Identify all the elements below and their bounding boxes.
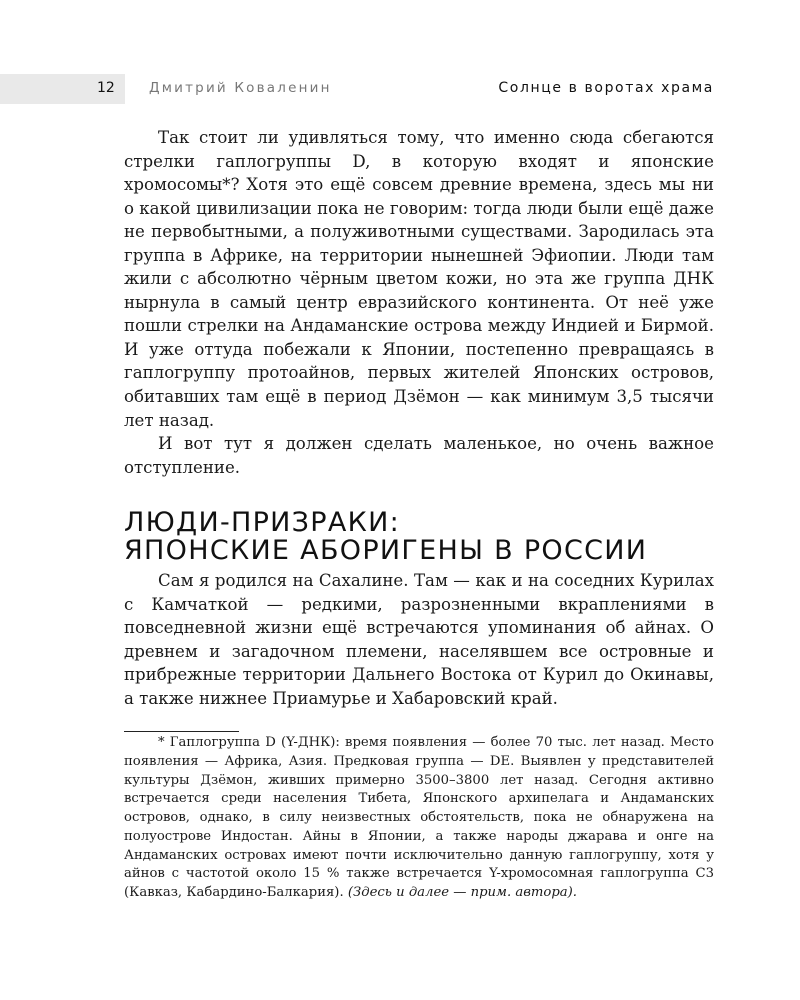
section-heading [124, 509, 647, 565]
paragraph: Так стоит ли удивляться тому, что именно сюда сбегаются стрелки гаплогруппы D, в которую входят и японские хромосомы*? Хотя это ещё совсем древние времена, здесь мы ни о какой цивилизации пока не говорим: тогда люди были ещё даже не первобытными, а полуживотными существами. Зародилась эта группа в Африке, на территории нынешней Эфиопии. Люди там жили с абсолютно чёрным цветом кожи, но эта же группа ДНК нырнула в самый центр евразийского континента. От неё уже пошли стрелки на Андаманские острова между Индией и Бирмой. И уже оттуда побежали к Японии, постепенно превращаясь в гаплогруппу протоайнов, первых жителей Японских островов, обитавших там ещё в период Дзёмон — как минимум 3,5 тысячи лет назад. [124, 128, 714, 430]
main-text [124, 126, 714, 479]
section-text [124, 569, 714, 710]
page-number: 12 [97, 80, 115, 96]
footnote-body: * Гаплогруппа D (Y-ДНК): время появления — более 70 тыс. лет назад. Место появления — Африка, Азия. Предковая группа — DE. Выявлен у представителей культуры Дзёмон, живших примерно 3500–3800 лет назад. Сегодня активно встречается среди населения Тибета, Японского архипелага и Андаманских островов, однако, в силу неизвестных обстоятельств, пока не обнаружена на полуострове Индостан. Айны в Японии, а также народы джарава и онге на Андаманских островах имеют почти исключительно данную гаплогруппу, хотя у айнов с частотой около 15 % также встречается Y-хромосомная гаплогруппа C3 (Кавказ, Кабардино-Балкария). [124, 735, 714, 900]
paragraph: Сам я родился на Сахалине. Там — как и на соседних Курилах с Камчаткой — редкими, разрозненными вкраплениями в повседневной жизни ещё встречаются упоминания об айнах. О древнем и загадочном племени, населявшем все островные и прибрежные территории Дальнего Востока от Курил до Окинавы, а также нижнее Приамурье и Хабаровский край. [124, 571, 714, 708]
section-heading-line: ЛЮДИ-ПРИЗРАКИ: [124, 507, 400, 538]
running-head-book-title: Солнце в воротах храма [498, 80, 714, 96]
paragraph: И вот тут я должен сделать маленькое, но очень важное отступление. [124, 434, 714, 477]
footnote-author-note: (Здесь и далее — прим. автора). [347, 885, 577, 900]
running-head-author: Дмитрий Коваленин [149, 80, 332, 96]
footnote-divider [124, 731, 239, 732]
section-heading-line: ЯПОНСКИЕ АБОРИГЕНЫ В РОССИИ [124, 535, 648, 566]
footnote-text [124, 734, 714, 903]
footnote [124, 734, 714, 903]
